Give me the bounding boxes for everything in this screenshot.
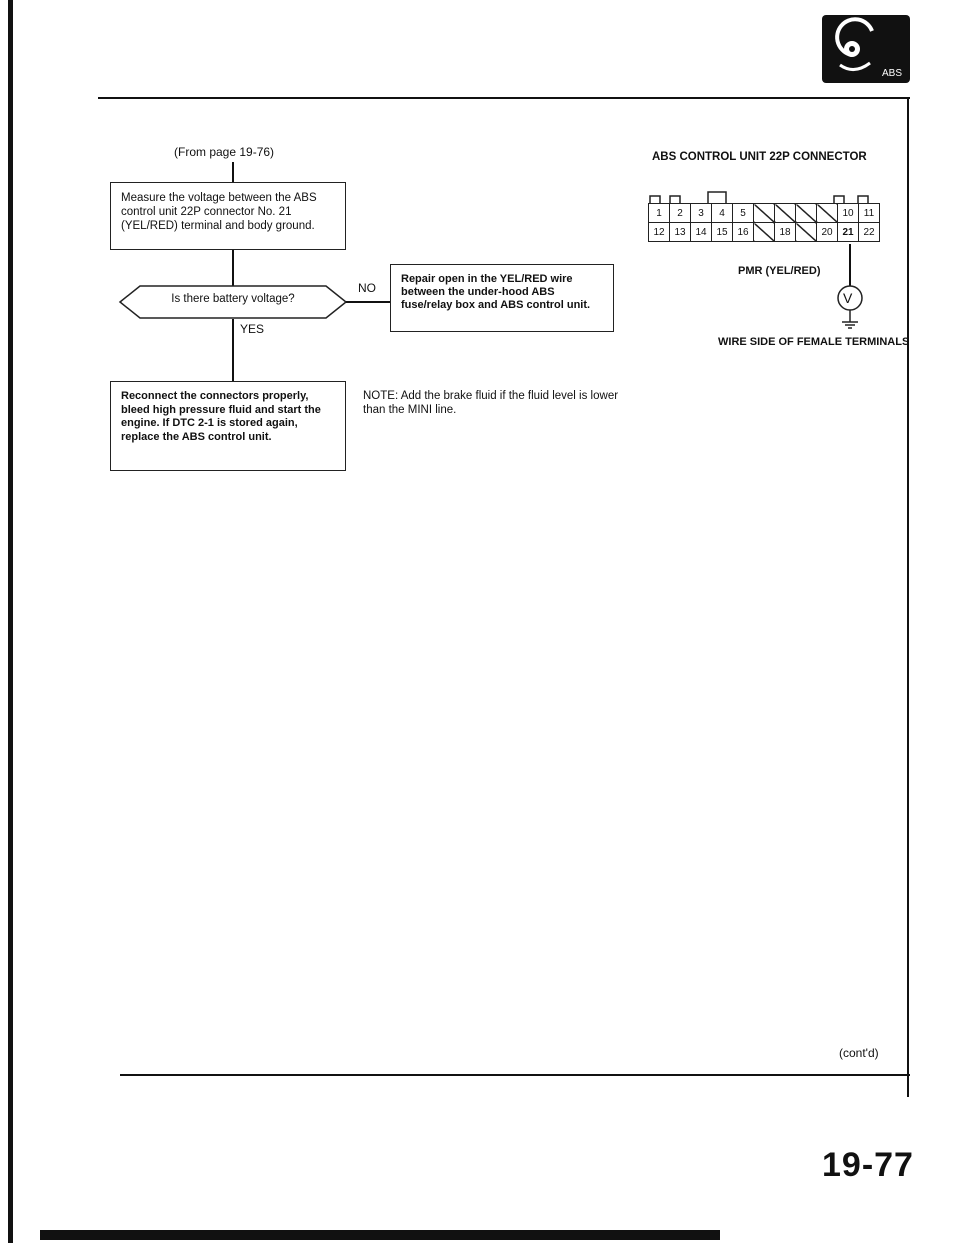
terminal-empty (817, 204, 838, 223)
right-frame-line (907, 97, 909, 1097)
continued-label: (cont'd) (839, 1046, 879, 1060)
icon-caption: ABS (881, 68, 902, 79)
terminal: 20 (817, 223, 838, 242)
flow-line-2 (232, 250, 234, 288)
no-label: NO (358, 281, 376, 295)
terminal: 13 (670, 223, 691, 242)
question-battery-voltage: Is there battery voltage? (171, 293, 295, 305)
terminal: 5 (733, 204, 754, 223)
connector-22p (648, 203, 880, 242)
connector-title: ABS CONTROL UNIT 22P CONNECTOR (652, 151, 867, 163)
wire-label: PMR (YEL/RED) (738, 265, 821, 277)
probe-wire (849, 244, 851, 286)
terminal: 15 (712, 223, 733, 242)
terminal-empty (796, 204, 817, 223)
terminal: 4 (712, 204, 733, 223)
page-number: 19-77 (822, 1146, 914, 1184)
terminal: 2 (670, 204, 691, 223)
terminal-empty (796, 223, 817, 242)
header-rule (98, 97, 910, 99)
flow-line-1 (232, 162, 234, 182)
terminal: 16 (733, 223, 754, 242)
terminal: 12 (649, 223, 670, 242)
binding-edge-line (8, 0, 13, 1243)
result-repair-open-wire: Repair open in the YEL/RED wire between the under-hood ABS fuse/relay box and ABS control unit. (390, 264, 614, 332)
step-measure-voltage: Measure the voltage between the ABS control unit 22P connector No. 21 (YEL/RED) terminal and body ground. (110, 182, 346, 250)
from-page-label: (From page 19-76) (174, 145, 275, 159)
terminal-empty (754, 204, 775, 223)
terminal-empty (754, 223, 775, 242)
yes-branch-line (232, 319, 234, 381)
footer-rule (120, 1074, 910, 1076)
connector-row-1 (649, 204, 880, 223)
terminal: 10 (838, 204, 859, 223)
terminal: 11 (859, 204, 880, 223)
terminal: 22 (859, 223, 880, 242)
terminal: 18 (775, 223, 796, 242)
terminal-empty (775, 204, 796, 223)
connector-housing-tabs (646, 190, 876, 204)
yes-label: YES (240, 322, 265, 336)
connector-row-2 (649, 223, 880, 242)
terminal-21: 21 (838, 223, 859, 242)
abs-section-icon (822, 15, 910, 83)
no-branch-line (346, 301, 390, 303)
bottom-scan-band (40, 1230, 720, 1240)
terminal: 14 (691, 223, 712, 242)
result-reconnect-bleed: Reconnect the connectors properly, bleed high pressure fluid and start the engine. If DTC 2-1 is stored again, replace the ABS control unit. (110, 381, 346, 471)
terminal: 1 (649, 204, 670, 223)
terminal: 3 (691, 204, 712, 223)
connector-caption: WIRE SIDE OF FEMALE TERMINALS (718, 336, 910, 348)
voltmeter-letter: V (843, 290, 853, 306)
note-brake-fluid: NOTE: Add the brake fluid if the fluid level is lower than the MINI line. (363, 390, 619, 416)
